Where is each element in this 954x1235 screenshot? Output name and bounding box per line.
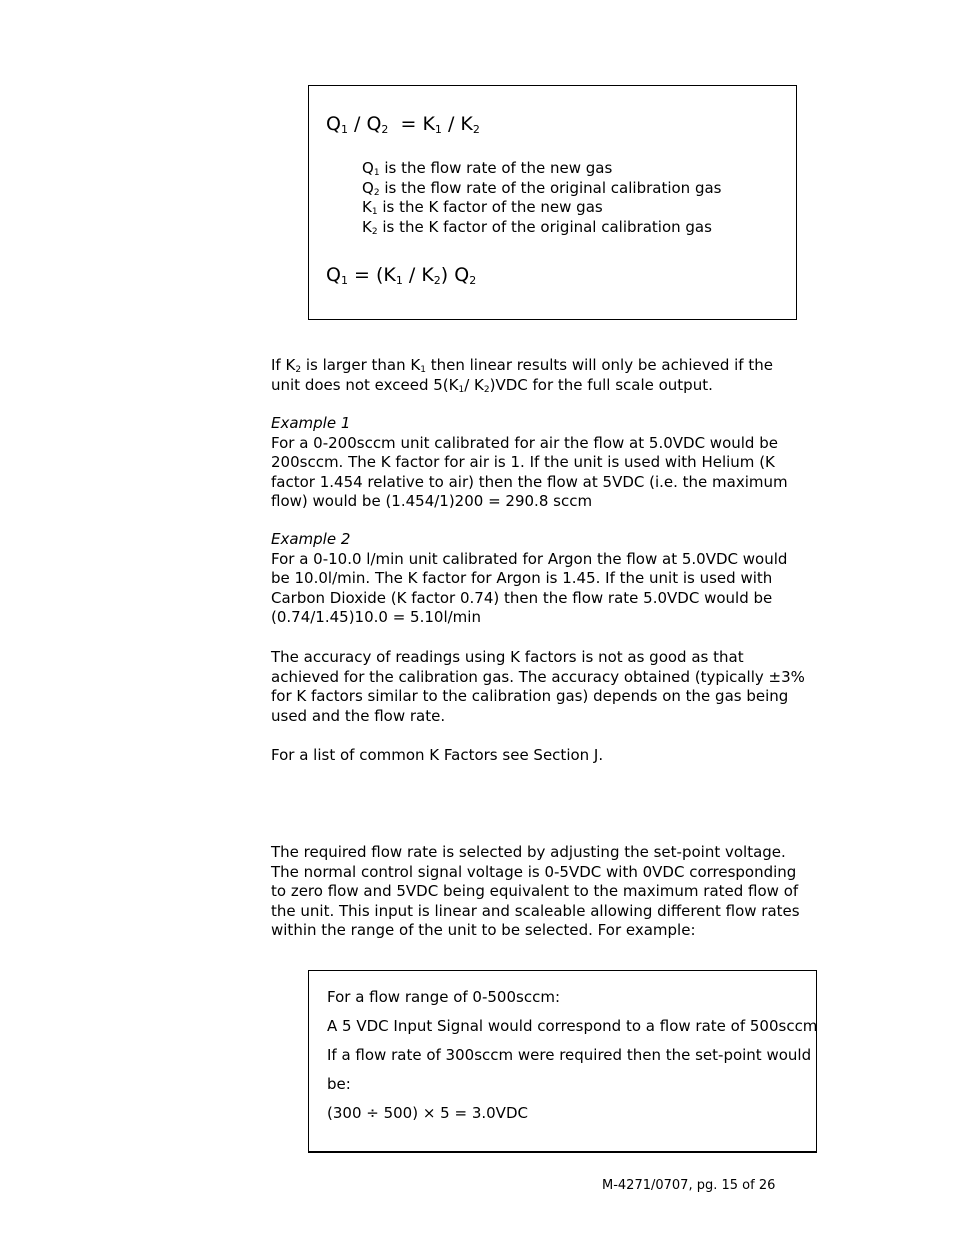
definition-q2: $Q_2$ is the flow rate of the original calibration gas [362, 178, 722, 198]
definition-k2: $K_2$ is the K factor of the original calibration gas [362, 217, 712, 237]
page-footer: M-4271/0707, pg. 15 of 26 [602, 1178, 776, 1193]
definition-q1: $Q_1$ is the flow rate of the new gas [362, 159, 613, 178]
example-1-title: Example 1 [271, 414, 351, 432]
setpoint-example-lines [327, 983, 818, 1128]
ratio-equation: $Q_1 / Q_2 = K_1 / K_2$ [326, 113, 480, 136]
example-line: For a flow range of 0-500sccm: [327, 988, 560, 1006]
variable-definitions [362, 159, 721, 237]
accuracy-paragraph: The accuracy of readings using K factors is not as good as that achieved for the calibration gas. The accuracy obtained (typically ±3% for K factors similar to the calibration gas) depends on the gas being used and the flow rate. [271, 648, 805, 725]
example-line: A 5 VDC Input Signal would correspond to a flow rate of 500sccm [327, 1017, 818, 1035]
flow-equation: $Q_1 = (K_1 / K_2)$ $Q_2$ [326, 264, 477, 287]
k2-note-paragraph: If $K_2$ is larger than $K_1$ then linear results will only be achieved if the unit does not exceed $5(K_1/$ $K_2)VDC$ for the full scale output. [271, 356, 773, 395]
example-2-body: For a 0-10.0 l/min unit calibrated for Argon the flow at 5.0VDC would be 10.0l/min. The K factor for Argon is 1.45. If the unit is used with Carbon Dioxide (K factor 0.74) then the flow rate 5.0VDC would be (0.74/1.45)10.0 = 5.10l/min [271, 549, 788, 626]
example-1 [271, 414, 811, 512]
example-line: be: [327, 1075, 351, 1093]
setpoint-paragraph: The required flow rate is selected by adjusting the set-point voltage. The normal control signal voltage is 0-5VDC with 0VDC corresponding to zero flow and 5VDC being equivalent to the maximum rated flow of the unit. This input is linear and scaleable allowing different flow rates within the range of the unit to be selected. For example: [271, 843, 800, 939]
definition-k1: $K_1$ is the K factor of the new gas [362, 198, 603, 217]
k-factors-reference: For a list of common K Factors see Section J. [271, 746, 604, 764]
setpoint-example-box [308, 970, 817, 1153]
example-line: If a flow rate of 300sccm were required then the set-point would [327, 1046, 812, 1064]
example-line: (300 ÷ 500) × 5 = 3.0VDC [327, 1104, 528, 1122]
example-2 [271, 530, 801, 628]
example-1-body: For a 0-200sccm unit calibrated for air the flow at 5.0VDC would be 200sccm. The K factor for air is 1. If the unit is used with Helium (K factor 1.454 relative to air) then the flow at 5VDC (i.e. the maximum flow) would be (1.454/1)200 = 290.8 sccm [271, 433, 788, 510]
example-2-title: Example 2 [271, 530, 351, 548]
